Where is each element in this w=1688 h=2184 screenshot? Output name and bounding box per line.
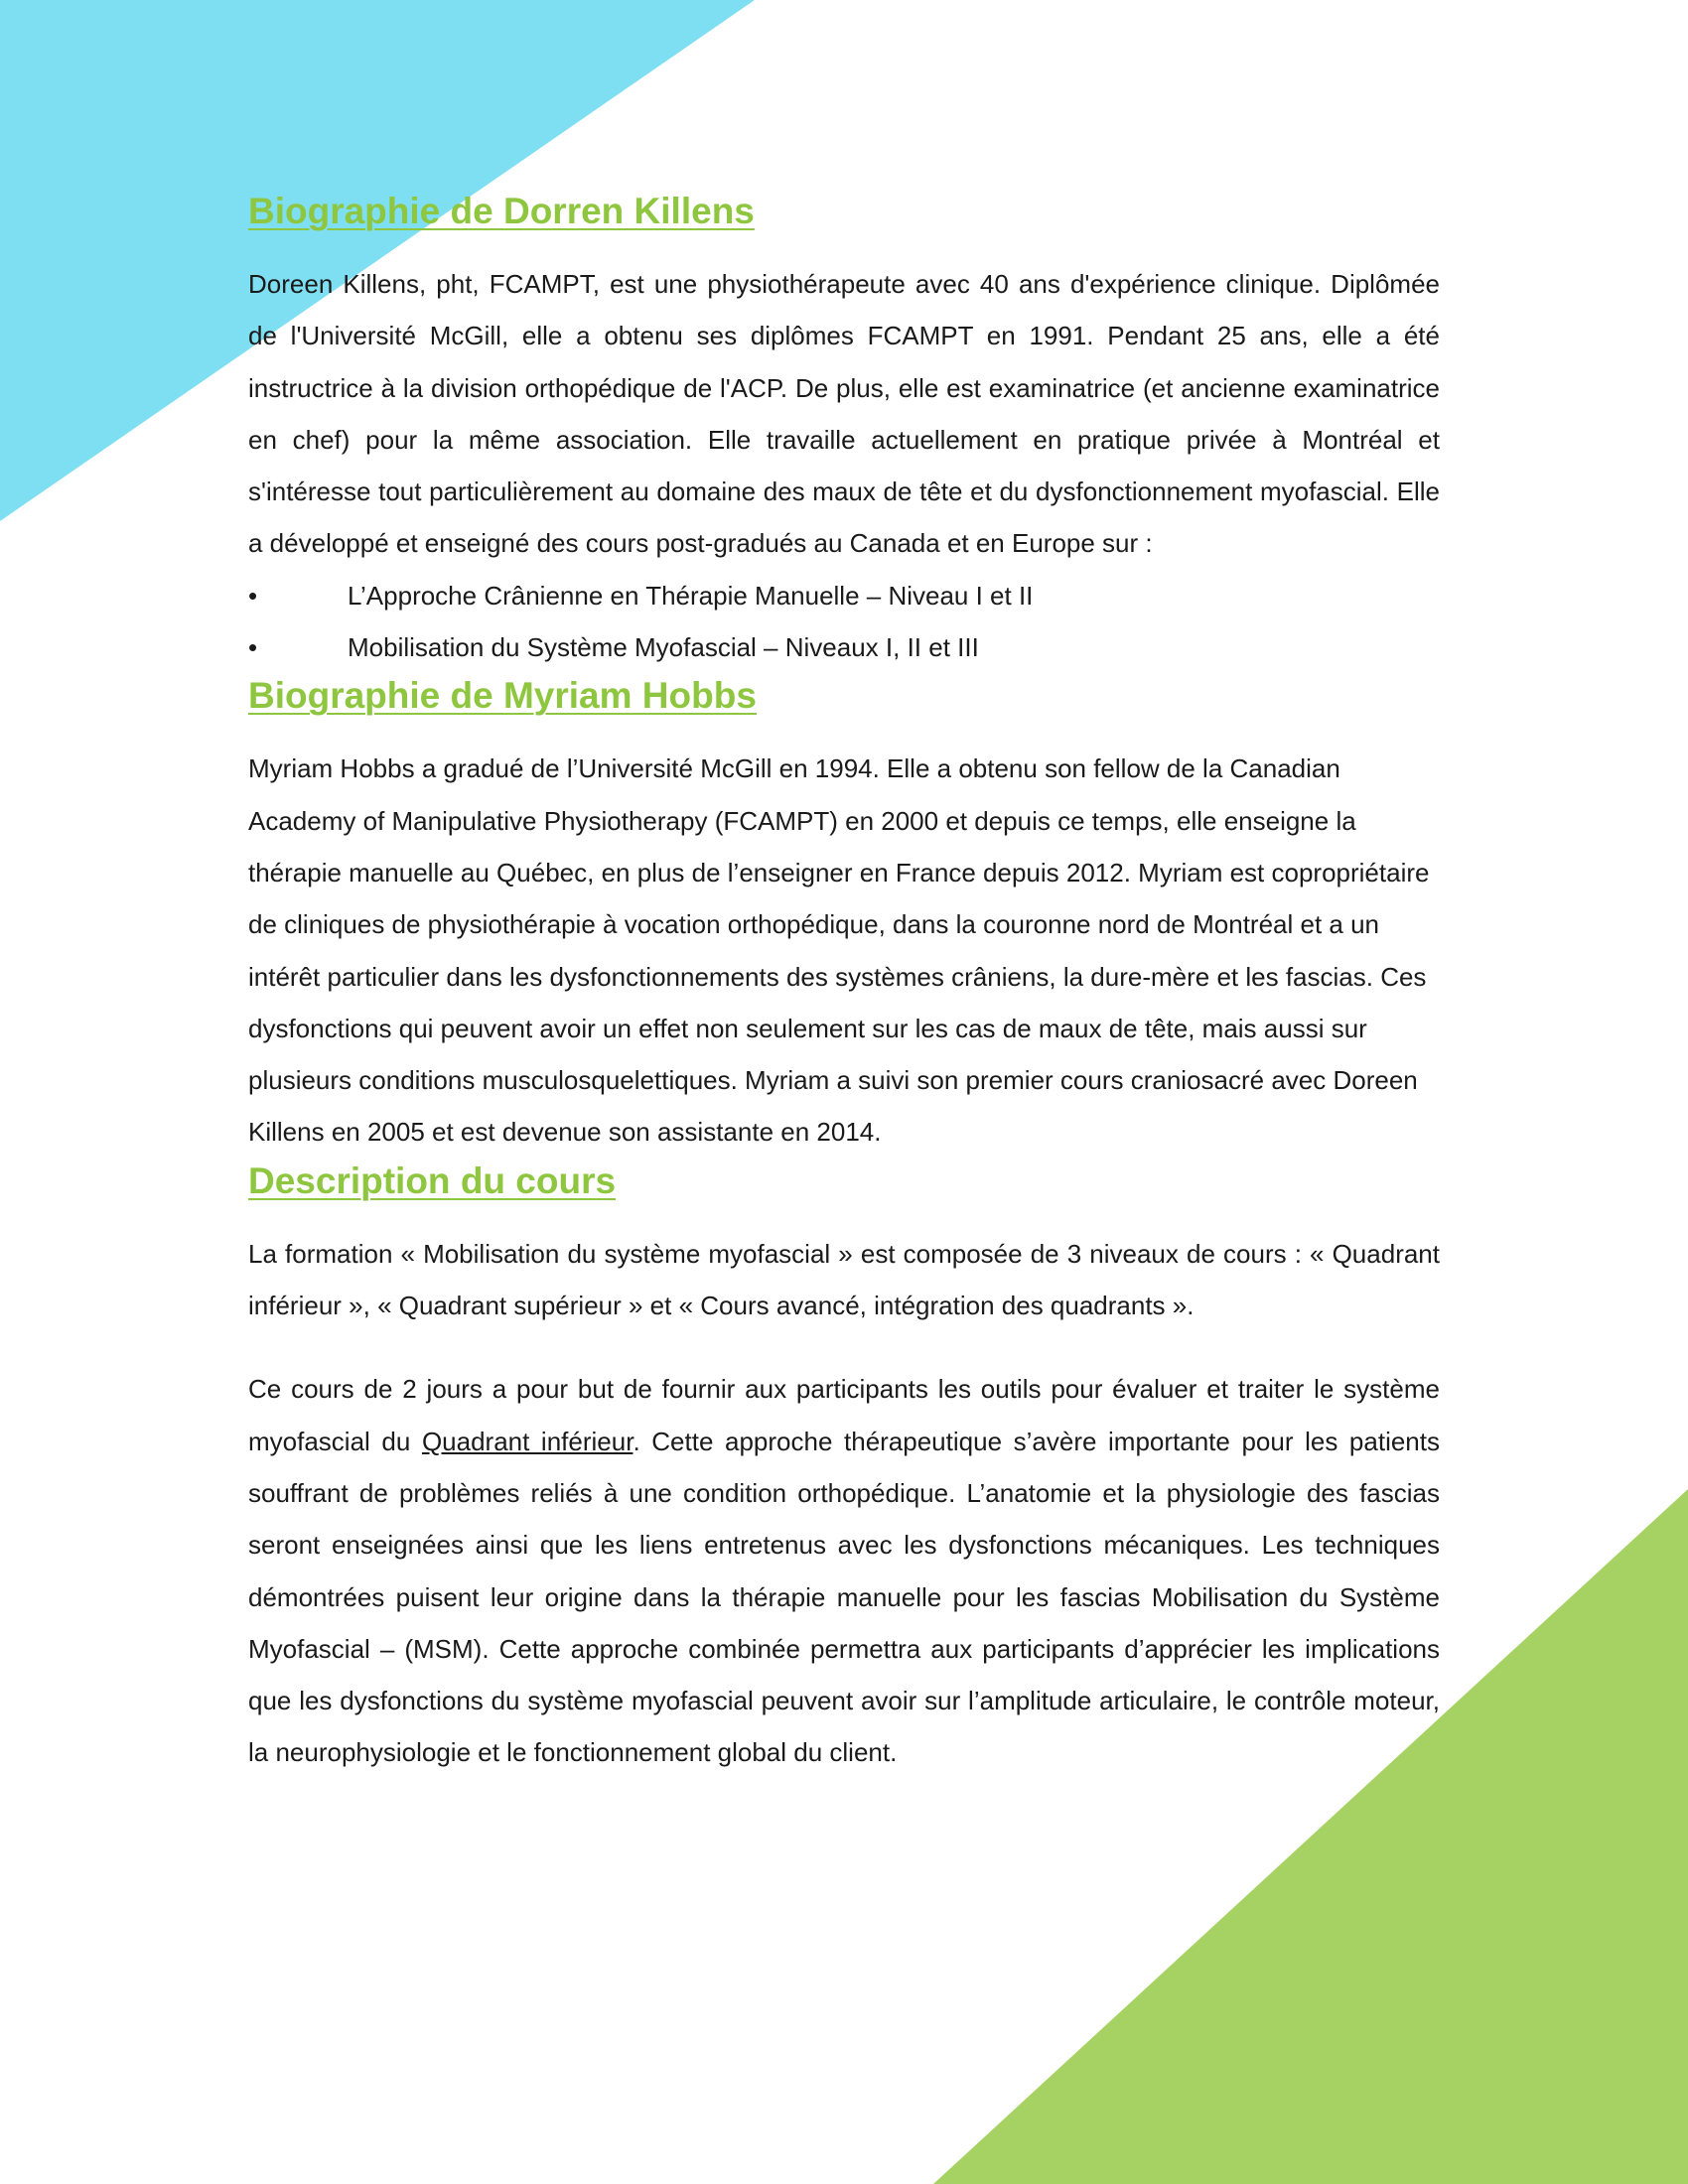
bullet-icon: •: [248, 580, 258, 611]
quadrant-inferieur-link[interactable]: Quadrant inférieur: [421, 1426, 633, 1456]
section-title-dorren-killens: Biographie de Dorren Killens: [248, 191, 755, 231]
paragraph-text-before: Ce cours de 2 jours a pour but de fournir aux participants les outils pour évaluer et traiter le système myofascial du: [248, 1374, 1440, 1456]
bio-paragraph-doreen-killens: Doreen Killens, pht, FCAMPT, est une physiothérapeute avec 40 ans d'expérience clinique. Diplômée de l'Université McGill, elle a obtenu ses diplômes FCAMPT en 1991. Pendant 25 ans, elle a été instructrice à la division orthopédique de l'ACP. De plus, elle est examinatrice (et ancienne examinatrice en chef) pour la même association. Elle travaille actuellement en pratique privée à Montréal et s'intéresse tout particulièrement au domaine des maux de tête et du dysfonctionnement myofascial. Elle a développé et enseigné des cours post-gradués au Canada et en Europe sur :: [248, 269, 1440, 559]
paragraph-text-after: . Cette approche thérapeutique s’avère importante pour les patients souffrant de problèmes reliés à une condition orthopédique. L’anatomie et la physiologie des fascias seront enseignées ainsi que les liens entretenus avec les dysfonctions mécaniques. Les techniques démontrées puisent leur origine dans la thérapie manuelle pour les fascias Mobilisation du Système Myofascial – (MSM). Cette approche combinée permettra aux participants d’apprécier les implications que les dysfonctions du système myofascial peuvent avoir sur l’amplitude articulaire, le contrôle moteur, la neurophysiologie et le fonctionnement global du client.: [248, 1426, 1440, 1768]
document-body: [248, 189, 1440, 1779]
course-description-paragraph-1: La formation « Mobilisation du système myofascial » est composée de 3 niveaux de cours : « Quadrant inférieur », « Quadrant supérieur » et « Cours avancé, intégration des quadrants ».: [248, 1238, 1440, 1321]
paragraph-spacer: [248, 1331, 1440, 1363]
section-title-myriam-hobbs: Biographie de Myriam Hobbs: [248, 675, 757, 717]
list-item: [248, 570, 1440, 621]
course-description-paragraph-2: [248, 1363, 1440, 1778]
list-item: [248, 621, 1440, 673]
bio-paragraph-myriam-hobbs: Myriam Hobbs a gradué de l’Université McGill en 1994. Elle a obtenu son fellow de la Canadian Academy of Manipulative Physiotherapy (FCAMPT) en 2000 et depuis ce temps, elle enseigne la thérapie manuelle au Québec, en plus de l’enseigner en France depuis 2012. Myriam est copropriétaire de cliniques de physiothérapie à vocation orthopédique, dans la couronne nord de Montréal et a un intérêt particulier dans les dysfonctionnements des systèmes crâniens, la dure-mère et les fascias. Ces dysfonctions qui peuvent avoir un effet non seulement sur les cas de maux de tête, mais aussi sur plusieurs conditions musculosquelettiques. Myriam a suivi son premier cours craniosacré avec Doreen Killens en 2005 et est devenue son assistante en 2014.: [248, 753, 1430, 1148]
bullet-icon: •: [248, 632, 258, 663]
course-list: [248, 570, 1440, 674]
list-item-text: L’Approche Crânienne en Thérapie Manuelle – Niveau I et II: [348, 580, 1034, 611]
list-item-text: Mobilisation du Système Myofascial – Niveaux I, II et III: [348, 632, 979, 663]
section-title-course-description: Description du cours: [248, 1160, 617, 1201]
